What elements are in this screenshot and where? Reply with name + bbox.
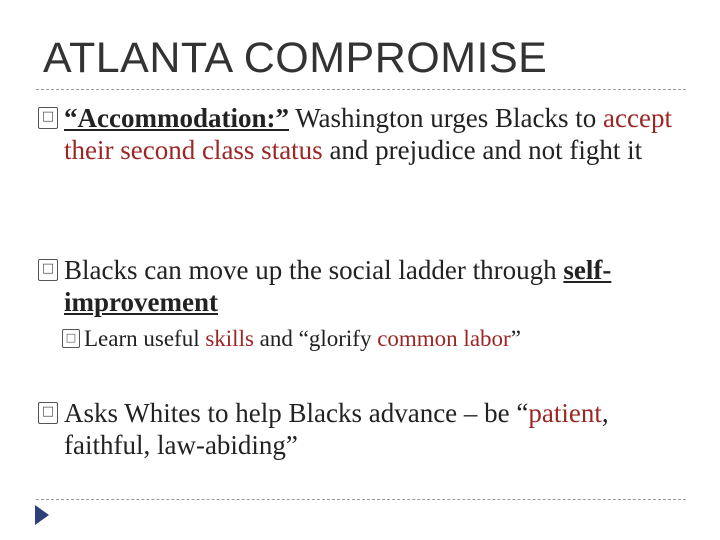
bullet-text: ”	[510, 326, 521, 351]
play-arrow-icon[interactable]	[35, 505, 49, 525]
bullet-text: Asks Whites to help Blacks advance – be “	[64, 398, 529, 428]
highlight-text: patient	[528, 398, 602, 428]
bullet-self-improvement	[38, 254, 678, 318]
bullet-icon: □	[62, 329, 80, 348]
accommodation-label: “Accommodation:”	[64, 103, 289, 133]
bullet-text: Washington urges Blacks to	[288, 103, 604, 133]
bullet-asks-whites	[38, 397, 678, 461]
bullet-text: Learn useful	[84, 326, 206, 351]
self-improvement-term: self-improvement	[64, 255, 612, 317]
highlight-text: skills	[205, 326, 254, 351]
slide-title: ATLANTA COMPROMISE	[43, 34, 548, 82]
bullet-icon: □	[38, 402, 58, 424]
bullet-accommodation	[38, 102, 678, 166]
footer-divider	[36, 499, 686, 500]
highlight-text: common labor	[377, 326, 511, 351]
highlight-text: accept their second class status	[64, 103, 672, 165]
bullet-icon: □	[38, 259, 58, 281]
bullet-text: , faithful, law-abiding”	[64, 398, 609, 460]
bullet-text: Blacks can move up the social ladder through	[64, 255, 564, 285]
title-divider	[36, 89, 686, 90]
bullet-text: and “glorify	[253, 326, 378, 351]
sub-bullet-skills	[62, 325, 521, 353]
bullet-text: and prejudice and not fight it	[322, 135, 643, 165]
bullet-icon: □	[38, 107, 58, 129]
